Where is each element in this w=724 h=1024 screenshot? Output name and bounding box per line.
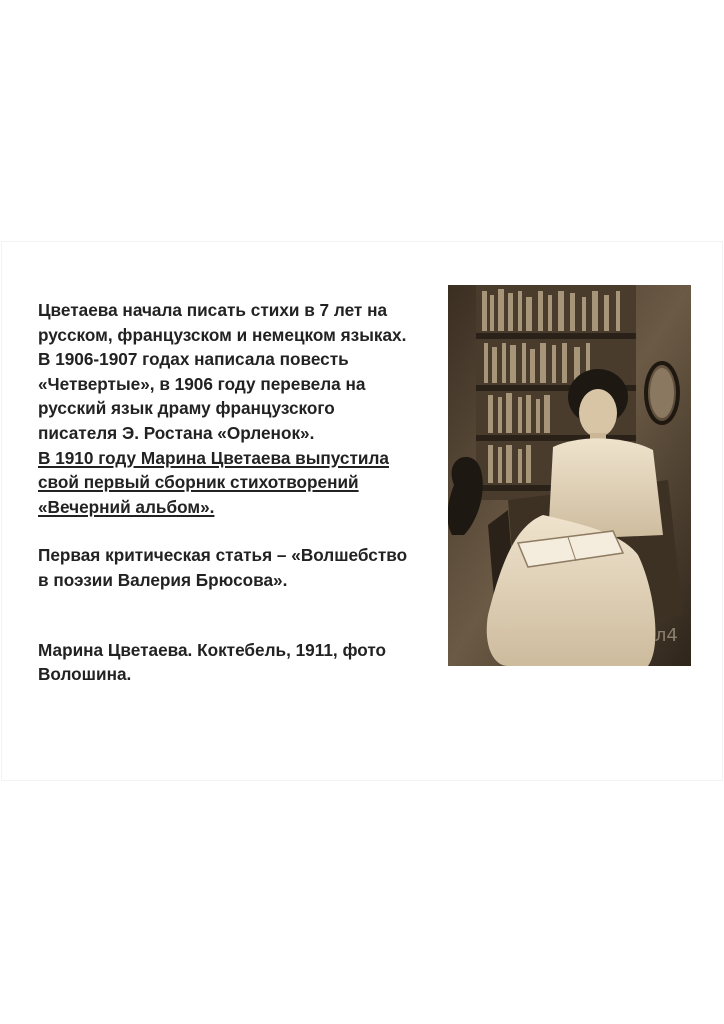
photo-caption [38,638,438,687]
caption-line: Марина Цветаева. Коктебель, 1911, фото [38,639,387,660]
portrait-photo-illustration [448,285,691,666]
text-line: Цветаева начала писать стихи в 7 лет на [38,300,388,320]
paragraph-spacer [38,593,438,638]
caption-line: Волошина. [38,664,132,685]
text-line: русском, французском и немецком языках. [38,324,407,345]
text-column [38,298,438,687]
paragraph-article [38,543,438,592]
paragraph-spacer [38,519,438,543]
text-line: Первая критическая статья – «Волшебство [38,545,408,566]
text-line: русский язык драму французского [38,398,335,419]
underlined-text-line: В 1910 году Марина Цветаева выпустила [38,447,389,468]
portrait-photo [448,285,691,666]
text-line: «Четвертые», в 1906 году перевела на [38,373,366,394]
paragraph-intro [38,298,438,519]
watermark: сл4 [645,625,678,646]
text-line: в поэзии Валерия Брюсова». [38,569,288,590]
underlined-text-line: «Вечерний альбом». [38,496,215,517]
text-line: писателя Э. Ростана «Орленок». [38,422,315,443]
slide [2,242,722,780]
text-line: В 1906-1907 годах написала повесть [38,349,349,370]
underlined-text-line: свой первый сборник стихотворений [38,472,359,493]
